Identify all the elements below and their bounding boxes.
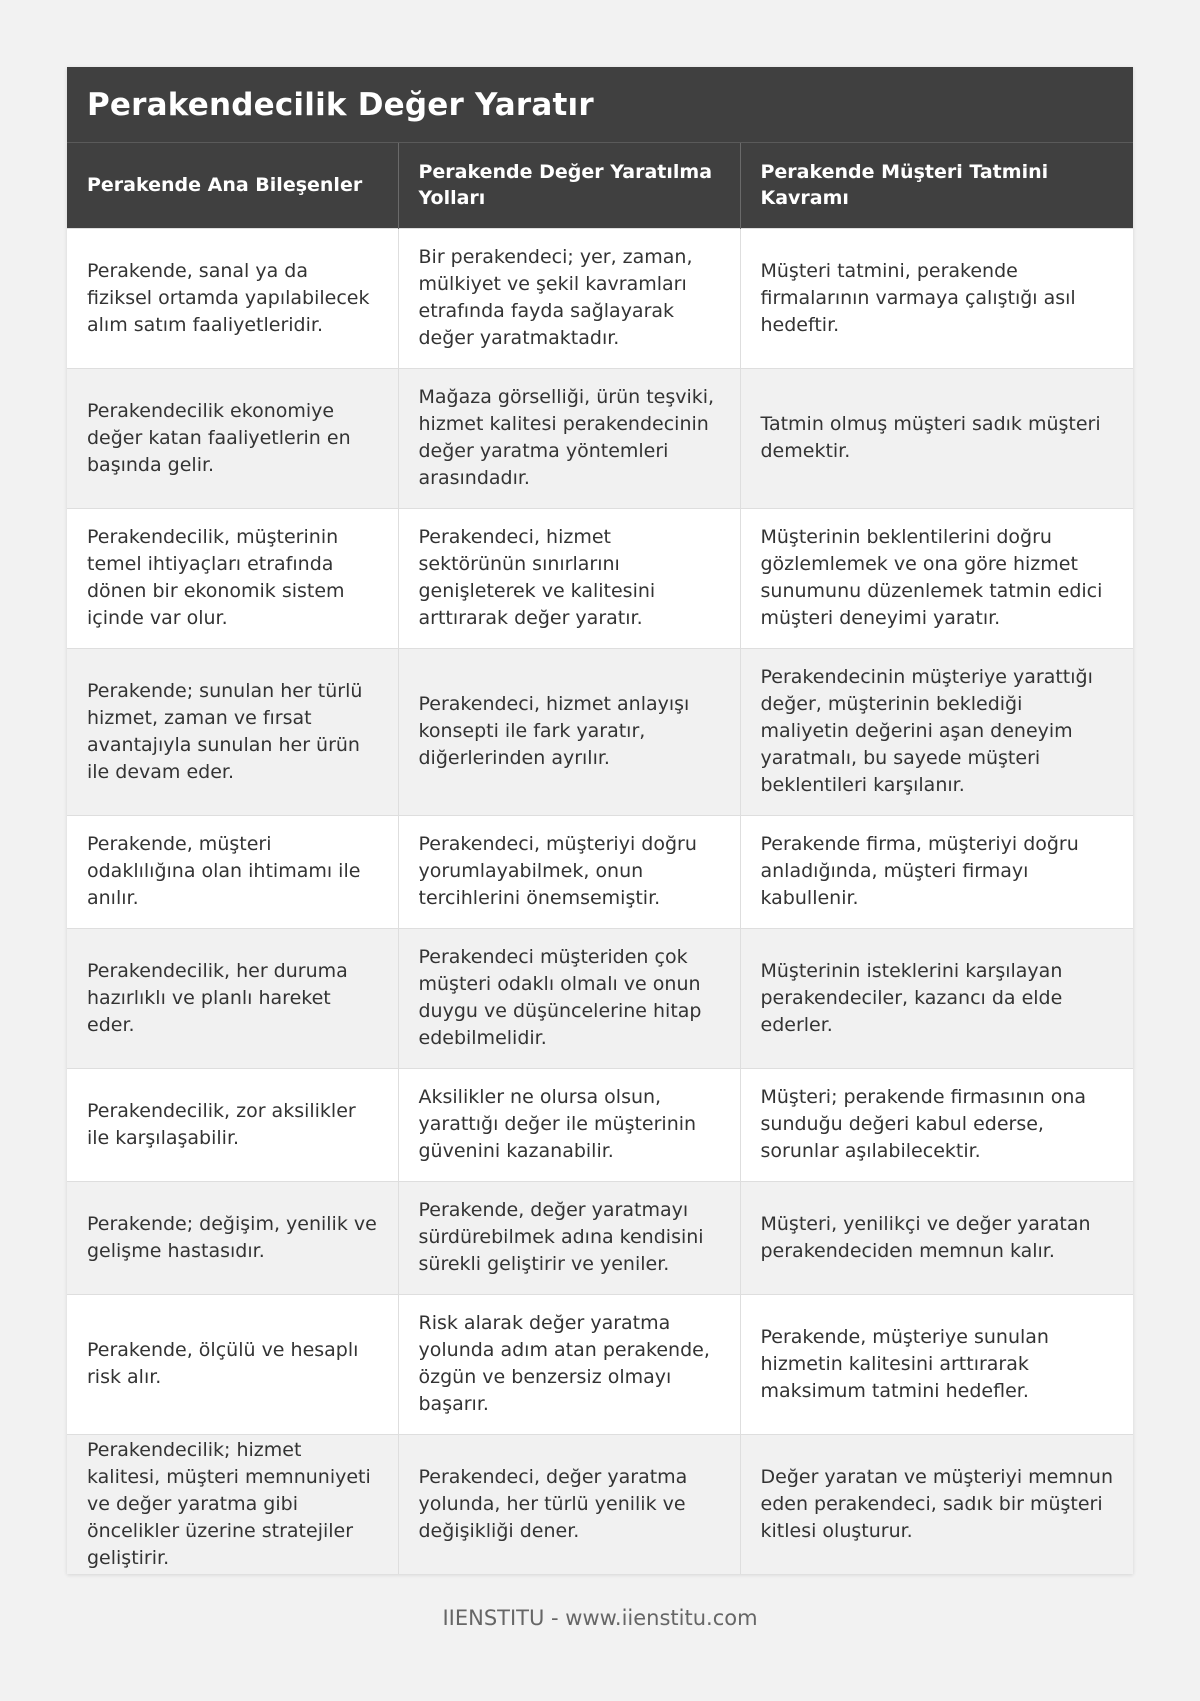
table-row (67, 815, 1133, 928)
table-row (67, 648, 1133, 815)
column-header: Perakende Ana Bileşenler (67, 143, 398, 228)
table-row (67, 1068, 1133, 1181)
table-row (67, 368, 1133, 508)
table-cell: Tatmin olmuş müşteri sadık müşteri demektir. (740, 368, 1133, 508)
table-cell: Perakendecilik, müşterinin temel ihtiyaçları etrafında dönen bir ekonomik sistem içinde var olur. (67, 508, 398, 648)
table-cell: Perakende firma, müşteriyi doğru anladığında, müşteri firmayı kabullenir. (740, 815, 1133, 928)
table-cell: Aksilikler ne olursa olsun, yarattığı değer ile müşterinin güvenini kazanabilir. (398, 1068, 740, 1181)
table-row (67, 1434, 1133, 1574)
table-row (67, 508, 1133, 648)
table-cell: Perakendeci, müşteriyi doğru yorumlayabilmek, onun tercihlerini önemsemiştir. (398, 815, 740, 928)
table-cell: Perakende, müşteriye sunulan hizmetin kalitesini arttırarak maksimum tatmini hedefler. (740, 1294, 1133, 1434)
table-cell: Perakende; sunulan her türlü hizmet, zaman ve fırsat avantajıyla sunulan her ürün ile devam eder. (67, 648, 398, 815)
table-cell: Perakende, değer yaratmayı sürdürebilmek adına kendisini sürekli geliştirir ve yeniler. (398, 1181, 740, 1294)
table-cell: Mağaza görselliği, ürün teşviki, hizmet kalitesi perakendecinin değer yaratma yöntemleri arasındadır. (398, 368, 740, 508)
table-row (67, 1181, 1133, 1294)
table-cell: Perakendecilik, zor aksilikler ile karşılaşabilir. (67, 1068, 398, 1181)
page-title: Perakendecilik Değer Yaratır (87, 86, 594, 123)
table-cell: Perakende, müşteri odaklılığına olan ihtimamı ile anılır. (67, 815, 398, 928)
table-cell: Perakendeci müşteriden çok müşteri odaklı olmalı ve onun duygu ve düşüncelerine hitap edebilmelidir. (398, 928, 740, 1068)
table-cell: Müşterinin beklentilerini doğru gözlemlemek ve ona göre hizmet sunumunu düzenlemek tatmin edici müşteri deneyimi yaratır. (740, 508, 1133, 648)
title-bar (67, 67, 1133, 143)
table-cell: Perakendecilik, her duruma hazırlıklı ve planlı hareket eder. (67, 928, 398, 1068)
table-cell: Müşteri; perakende firmasının ona sunduğu değeri kabul ederse, sorunlar aşılabilecektir. (740, 1068, 1133, 1181)
table-cell: Perakendeci, hizmet anlayışı konsepti ile fark yaratır, diğerlerinden ayrılır. (398, 648, 740, 815)
table-cell: Perakendecilik ekonomiye değer katan faaliyetlerin en başında gelir. (67, 368, 398, 508)
table-cell: Perakende, ölçülü ve hesaplı risk alır. (67, 1294, 398, 1434)
table-cell: Müşteri, yenilikçi ve değer yaratan perakendeciden memnun kalır. (740, 1181, 1133, 1294)
table-cell: Perakendeci, hizmet sektörünün sınırlarını genişleterek ve kalitesini arttırarak değer yaratır. (398, 508, 740, 648)
table-header-row (67, 143, 1133, 228)
column-header: Perakende Değer Yaratılma Yolları (398, 143, 740, 228)
table-cell: Değer yaratan ve müşteriyi memnun eden perakendeci, sadık bir müşteri kitlesi oluşturur. (740, 1434, 1133, 1574)
table-row (67, 928, 1133, 1068)
footer-credit: IIENSTITU - www.iienstitu.com (442, 1606, 758, 1630)
table-cell: Perakende; değişim, yenilik ve gelişme hastasıdır. (67, 1181, 398, 1294)
table-cell: Risk alarak değer yaratma yolunda adım atan perakende, özgün ve benzersiz olmayı başarır. (398, 1294, 740, 1434)
table-cell: Perakendecinin müşteriye yarattığı değer, müşterinin beklediği maliyetin değerini aşan deneyim yaratmalı, bu sayede müşteri beklentileri karşılanır. (740, 648, 1133, 815)
table-row (67, 1294, 1133, 1434)
table-cell: Müşterinin isteklerini karşılayan perakendeciler, kazancı da elde ederler. (740, 928, 1133, 1068)
table-cell: Perakendeci, değer yaratma yolunda, her türlü yenilik ve değişikliği dener. (398, 1434, 740, 1574)
comparison-table (67, 143, 1133, 1574)
table-cell: Perakendecilik; hizmet kalitesi, müşteri memnuniyeti ve değer yaratma gibi öncelikler üzerine stratejiler geliştirir. (67, 1434, 398, 1574)
table-cell: Perakende, sanal ya da fiziksel ortamda yapılabilecek alım satım faaliyetleridir. (67, 228, 398, 368)
column-header: Perakende Müşteri Tatmini Kavramı (740, 143, 1133, 228)
table-body (67, 228, 1133, 1574)
table-cell: Müşteri tatmini, perakende firmalarının varmaya çalıştığı asıl hedeftir. (740, 228, 1133, 368)
table-cell: Bir perakendeci; yer, zaman, mülkiyet ve şekil kavramları etrafında fayda sağlayarak değer yaratmaktadır. (398, 228, 740, 368)
content-card (67, 67, 1133, 1574)
table-row (67, 228, 1133, 368)
